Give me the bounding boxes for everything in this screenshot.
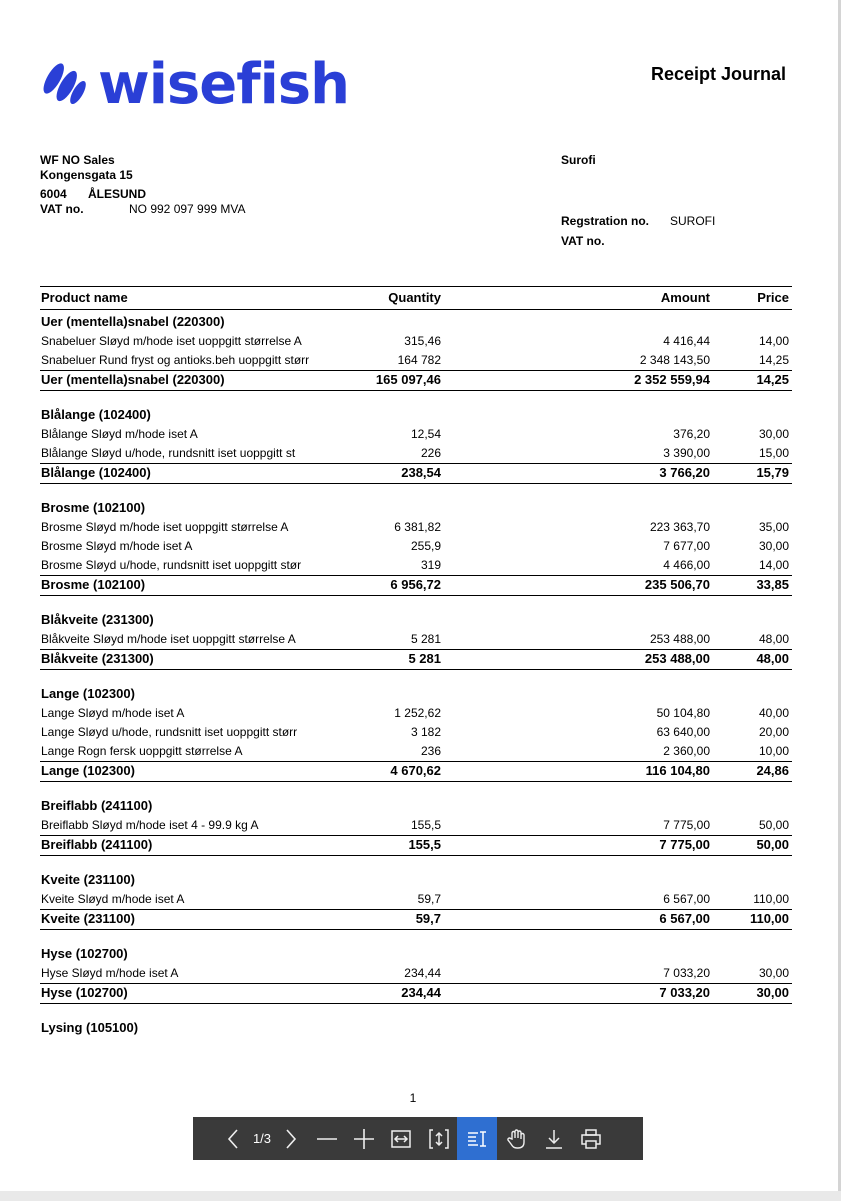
sender-name: WF NO Sales xyxy=(40,153,115,167)
group-title: Uer (mentella)snabel (220300) xyxy=(41,314,225,329)
hand-pan-icon xyxy=(506,1128,528,1150)
customer-reg-label: Regstration no. xyxy=(561,214,650,228)
group-total-quantity: 5 281 xyxy=(408,651,441,666)
table-row xyxy=(40,890,792,909)
group-total-amount: 7 033,20 xyxy=(659,985,710,1000)
group-title-row xyxy=(40,403,792,425)
group-title: Kveite (231100) xyxy=(41,872,135,887)
group-total-row xyxy=(40,575,792,596)
customer-vat-label: VAT no. xyxy=(561,234,605,248)
group-total-quantity: 234,44 xyxy=(401,985,441,1000)
customer-name: Surofi xyxy=(561,153,596,167)
group-spacer xyxy=(40,1004,792,1016)
amount-cell: 2 360,00 xyxy=(663,744,710,758)
group-total-amount: 3 766,20 xyxy=(659,465,710,480)
quantity-cell: 164 782 xyxy=(397,353,441,367)
group-total-name: Blåkveite (231300) xyxy=(41,651,154,666)
group-total-name: Lange (102300) xyxy=(41,763,135,778)
group-total-price: 15,79 xyxy=(756,465,789,480)
text-select-button[interactable] xyxy=(457,1117,497,1160)
group-total-row xyxy=(40,463,792,484)
group-total-price: 30,00 xyxy=(756,985,789,1000)
group-title-row xyxy=(40,608,792,630)
sender-vat-label: VAT no. xyxy=(40,202,84,216)
group-title: Breiflabb (241100) xyxy=(41,798,153,813)
zoom-in-button[interactable] xyxy=(347,1117,381,1160)
column-header-product: Product name xyxy=(41,290,128,305)
quantity-cell: 255,9 xyxy=(410,539,441,553)
zoom-out-button[interactable] xyxy=(307,1117,347,1160)
group-total-name: Kveite (231100) xyxy=(41,911,135,926)
product-name: Breiflabb Sløyd m/hode iset 4 - 99.9 kg A xyxy=(41,818,259,832)
sender-city: ÅLESUND xyxy=(88,187,147,201)
price-cell: 14,00 xyxy=(758,558,789,572)
amount-cell: 376,20 xyxy=(673,427,710,441)
fit-width-button[interactable] xyxy=(381,1117,421,1160)
download-icon xyxy=(543,1128,565,1150)
amount-cell: 4 466,00 xyxy=(663,558,710,572)
group-total-name: Blålange (102400) xyxy=(41,465,151,480)
group-total-amount: 253 488,00 xyxy=(644,651,710,666)
table-row xyxy=(40,332,792,351)
group-total-amount: 7 775,00 xyxy=(659,837,710,852)
group-total-row xyxy=(40,761,792,782)
quantity-cell: 315,46 xyxy=(404,334,441,348)
table-row xyxy=(40,964,792,983)
group-title-row xyxy=(40,496,792,518)
price-cell: 35,00 xyxy=(758,520,789,534)
quantity-cell: 236 xyxy=(420,744,441,758)
sender-zip: 6004 xyxy=(40,187,67,201)
product-name: Snabeluer Rund fryst og antioks.beh uoppgitt størr xyxy=(41,353,310,367)
group-title: Brosme (102100) xyxy=(41,500,146,515)
product-name: Kveite Sløyd m/hode iset A xyxy=(41,892,185,906)
quantity-cell: 59,7 xyxy=(417,892,441,906)
amount-cell: 4 416,44 xyxy=(663,334,710,348)
page-indicator: 1/3 xyxy=(252,1131,272,1146)
price-cell: 14,00 xyxy=(758,334,789,348)
wisefish-logo-mark-icon xyxy=(40,60,90,110)
column-header-amount: Amount xyxy=(660,290,710,305)
zoom-out-icon xyxy=(316,1128,338,1150)
product-name: Blålange Sløyd m/hode iset A xyxy=(41,427,198,441)
amount-cell: 63 640,00 xyxy=(656,725,710,739)
column-header-price: Price xyxy=(757,290,789,305)
product-name: Brosme Sløyd m/hode iset uoppgitt størrelse A xyxy=(41,520,289,534)
group-total-price: 33,85 xyxy=(756,577,789,592)
table-row xyxy=(40,742,792,761)
price-cell: 30,00 xyxy=(758,966,789,980)
hand-pan-button[interactable] xyxy=(497,1117,537,1160)
product-name: Snabeluer Sløyd m/hode iset uoppgitt størrelse A xyxy=(41,334,302,348)
quantity-cell: 155,5 xyxy=(410,818,441,832)
group-title-row xyxy=(40,794,792,816)
viewer-toolbar xyxy=(193,1117,643,1160)
group-spacer xyxy=(40,484,792,496)
table-row xyxy=(40,556,792,575)
product-name: Lange Sløyd m/hode iset A xyxy=(41,706,185,720)
table-row xyxy=(40,425,792,444)
print-icon xyxy=(580,1128,602,1150)
customer-reg-value: SUROFI xyxy=(670,214,716,228)
table-row xyxy=(40,723,792,742)
group-total-row xyxy=(40,649,792,670)
download-button[interactable] xyxy=(537,1117,571,1160)
fit-page-button[interactable] xyxy=(421,1117,457,1160)
group-total-amount: 116 104,80 xyxy=(645,763,710,778)
amount-cell: 6 567,00 xyxy=(663,892,710,906)
group-spacer xyxy=(40,391,792,403)
table-row xyxy=(40,630,792,649)
zoom-in-icon xyxy=(353,1128,375,1150)
group-title: Lysing (105100) xyxy=(41,1020,139,1035)
product-name: Lange Sløyd u/hode, rundsnitt iset uoppgitt størr xyxy=(41,725,298,739)
price-cell: 50,00 xyxy=(758,818,789,832)
wisefish-logo xyxy=(40,52,349,117)
price-cell: 30,00 xyxy=(758,539,789,553)
group-title-row xyxy=(40,310,792,332)
group-total-amount: 2 352 559,94 xyxy=(634,372,710,387)
group-total-row xyxy=(40,983,792,1004)
product-name: Hyse Sløyd m/hode iset A xyxy=(41,966,179,980)
group-title: Blåkveite (231300) xyxy=(41,612,154,627)
table-row xyxy=(40,816,792,835)
fit-width-icon xyxy=(390,1128,412,1150)
quantity-cell: 1 252,62 xyxy=(394,706,441,720)
group-total-quantity: 6 956,72 xyxy=(390,577,441,592)
table-row xyxy=(40,537,792,556)
group-total-quantity: 238,54 xyxy=(401,465,441,480)
group-spacer xyxy=(40,930,792,942)
document-title: Receipt Journal xyxy=(650,64,786,84)
price-cell: 30,00 xyxy=(758,427,789,441)
group-spacer xyxy=(40,856,792,868)
price-cell: 14,25 xyxy=(758,353,789,367)
group-total-quantity: 165 097,46 xyxy=(375,372,441,387)
receipt-table xyxy=(40,286,792,1038)
customer-address xyxy=(561,153,716,248)
table-row xyxy=(40,704,792,723)
group-total-quantity: 155,5 xyxy=(408,837,441,852)
group-total-name: Uer (mentella)snabel (220300) xyxy=(41,372,225,387)
amount-cell: 253 488,00 xyxy=(649,632,710,646)
price-cell: 10,00 xyxy=(758,744,789,758)
logo-text: wisefish xyxy=(98,52,349,117)
amount-cell: 7 677,00 xyxy=(663,539,710,553)
group-spacer xyxy=(40,782,792,794)
chevron-left-icon xyxy=(227,1128,239,1150)
group-spacer xyxy=(40,670,792,682)
group-total-row xyxy=(40,909,792,930)
price-cell: 20,00 xyxy=(758,725,789,739)
group-total-row xyxy=(40,835,792,856)
quantity-cell: 12,54 xyxy=(410,427,441,441)
group-total-name: Hyse (102700) xyxy=(41,985,128,1000)
previous-page-button[interactable] xyxy=(217,1117,249,1160)
amount-cell: 7 033,20 xyxy=(663,966,710,980)
product-name: Brosme Sløyd m/hode iset A xyxy=(41,539,193,553)
table-row xyxy=(40,444,792,463)
product-name: Brosme Sløyd u/hode, rundsnitt iset uoppgitt stør xyxy=(41,558,302,572)
page-number: 1 xyxy=(409,1091,417,1105)
amount-cell: 7 775,00 xyxy=(663,818,710,832)
group-total-price: 14,25 xyxy=(756,372,789,387)
quantity-cell: 6 381,82 xyxy=(394,520,441,534)
quantity-cell: 3 182 xyxy=(410,725,441,739)
next-page-button[interactable] xyxy=(275,1117,307,1160)
quantity-cell: 5 281 xyxy=(410,632,441,646)
group-total-price: 24,86 xyxy=(756,763,789,778)
group-total-name: Brosme (102100) xyxy=(41,577,146,592)
chevron-right-icon xyxy=(285,1128,297,1150)
price-cell: 48,00 xyxy=(758,632,789,646)
group-title: Blålange (102400) xyxy=(41,407,151,422)
text-select-icon xyxy=(466,1128,488,1150)
group-title: Hyse (102700) xyxy=(41,946,128,961)
quantity-cell: 234,44 xyxy=(404,966,441,980)
group-total-amount: 235 506,70 xyxy=(644,577,710,592)
table-row xyxy=(40,518,792,537)
amount-cell: 223 363,70 xyxy=(649,520,710,534)
group-title-row xyxy=(40,868,792,890)
price-cell: 15,00 xyxy=(758,446,789,460)
fit-page-icon xyxy=(428,1128,450,1150)
table-header xyxy=(40,286,792,310)
amount-cell: 3 390,00 xyxy=(663,446,710,460)
product-name: Lange Rogn fersk uoppgitt størrelse A xyxy=(41,744,243,758)
amount-cell: 2 348 143,50 xyxy=(639,353,710,367)
price-cell: 40,00 xyxy=(758,706,789,720)
price-cell: 110,00 xyxy=(753,892,789,906)
group-spacer xyxy=(40,596,792,608)
group-total-amount: 6 567,00 xyxy=(659,911,710,926)
sender-vat-value: NO 992 097 999 MVA xyxy=(129,202,246,216)
product-name: Blålange Sløyd u/hode, rundsnitt iset uoppgitt st xyxy=(41,446,296,460)
print-button[interactable] xyxy=(571,1117,611,1160)
group-title: Lange (102300) xyxy=(41,686,135,701)
group-total-quantity: 59,7 xyxy=(415,911,441,926)
quantity-cell: 226 xyxy=(420,446,441,460)
column-header-quantity: Quantity xyxy=(388,290,441,305)
product-name: Blåkveite Sløyd m/hode iset uoppgitt størrelse A xyxy=(41,632,296,646)
sender-street: Kongensgata 15 xyxy=(40,168,133,182)
group-title-row xyxy=(40,942,792,964)
amount-cell: 50 104,80 xyxy=(656,706,710,720)
quantity-cell: 319 xyxy=(420,558,441,572)
table-row xyxy=(40,351,792,370)
group-total-price: 110,00 xyxy=(749,911,789,926)
group-title-row xyxy=(40,1016,792,1038)
group-total-row xyxy=(40,370,792,391)
group-title-row xyxy=(40,682,792,704)
group-total-name: Breiflabb (241100) xyxy=(41,837,153,852)
group-total-price: 50,00 xyxy=(756,837,789,852)
group-total-quantity: 4 670,62 xyxy=(390,763,441,778)
group-total-price: 48,00 xyxy=(756,651,789,666)
sender-address xyxy=(40,153,246,217)
